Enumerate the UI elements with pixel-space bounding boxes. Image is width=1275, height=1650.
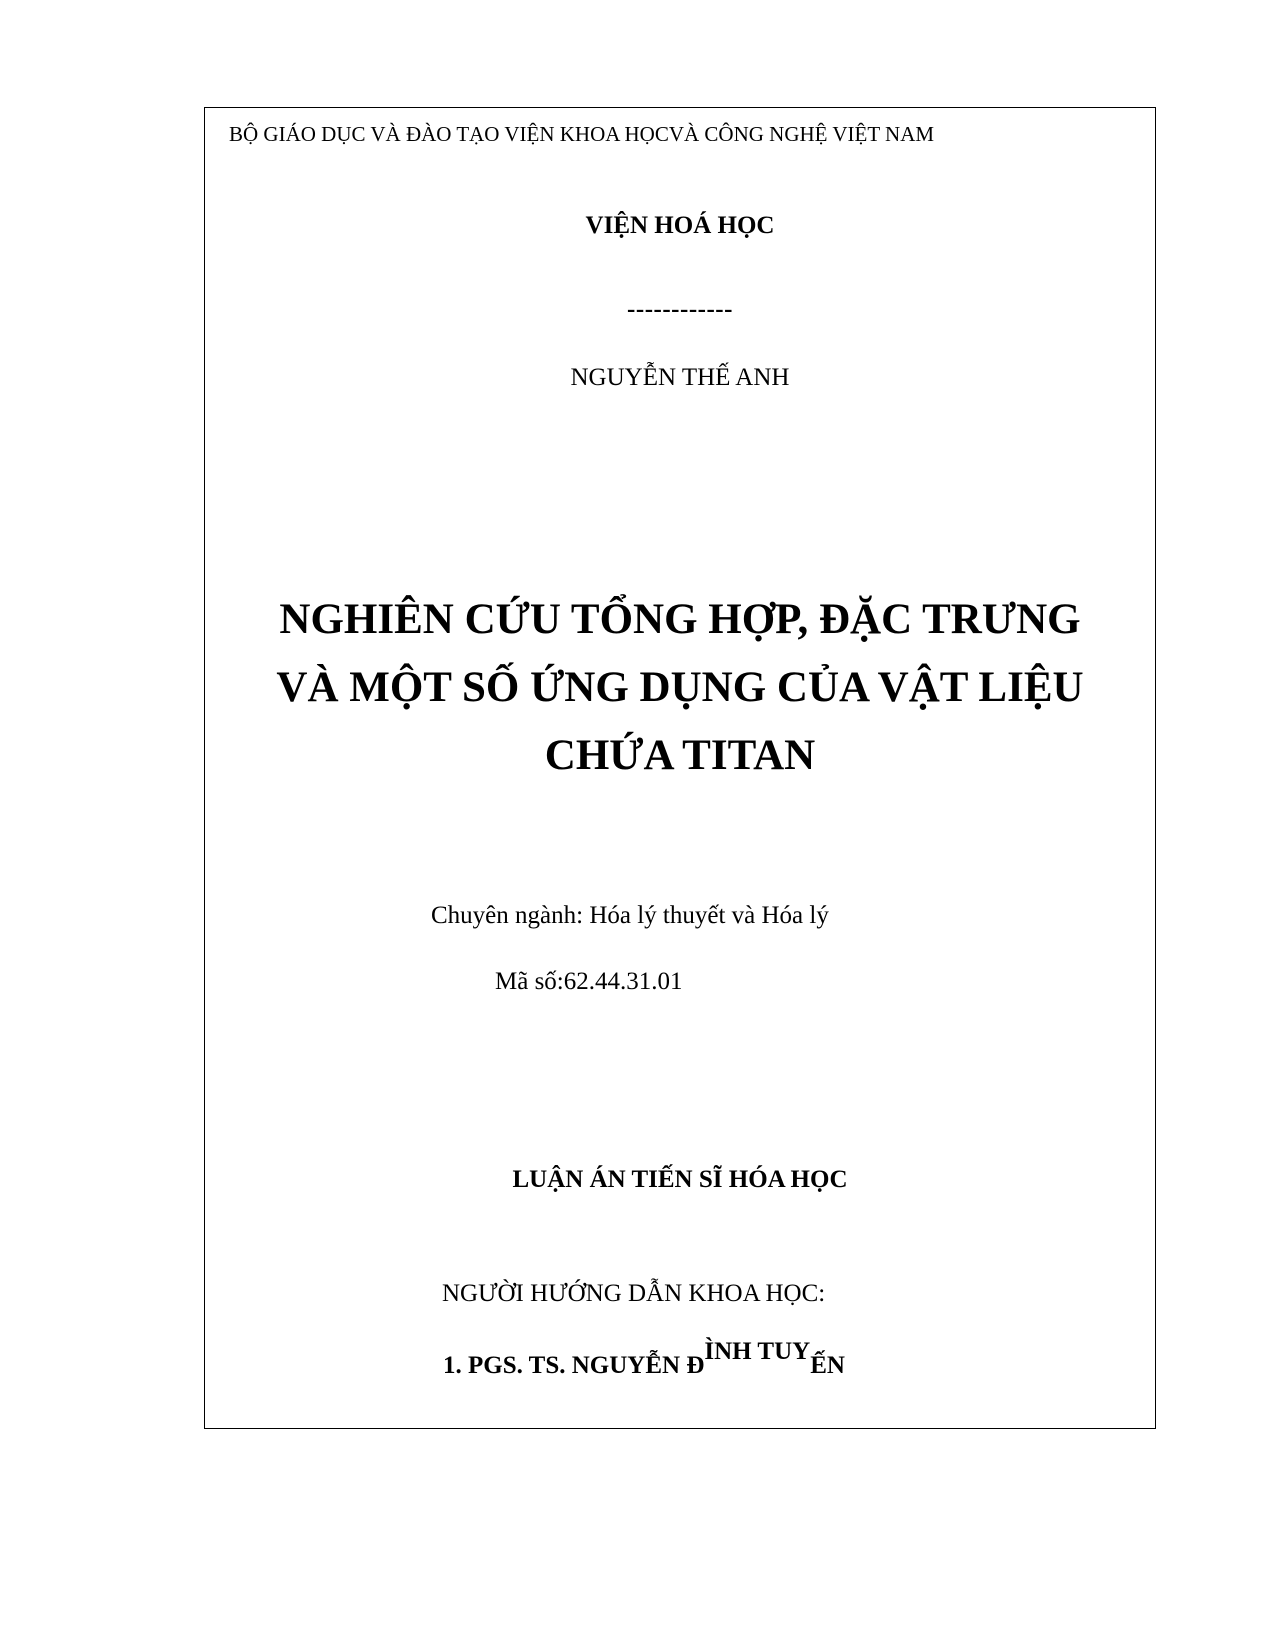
advisor-name-part-1: 1. PGS. TS. NGUYỄN Đ xyxy=(443,1352,705,1379)
thesis-title-line-3: CHỨA TITAN xyxy=(544,732,816,779)
cover-frame xyxy=(204,107,1156,1429)
advisor-name-part-2: ÌNH TUY xyxy=(704,1338,811,1365)
thesis-title xyxy=(205,586,1155,790)
advisor-name-part-3: ẾN xyxy=(810,1352,845,1379)
specialty-code: Mã số:62.44.31.01 xyxy=(495,968,683,995)
thesis-title-line-1: NGHIÊN CỨU TỔNG HỢP, ĐẶC TRƯNG xyxy=(279,596,1081,643)
advisor-label: NGƯỜI HƯỚNG DẪN KHOA HỌC: xyxy=(442,1280,826,1307)
institute-name: VIỆN HOÁ HỌC xyxy=(585,212,775,239)
thesis-title-line-2: VÀ MỘT SỐ ỨNG DỤNG CỦA VẬT LIỆU xyxy=(276,664,1084,711)
advisor-name xyxy=(443,1338,845,1380)
author-name: NGUYỄN THẾ ANH xyxy=(570,364,790,391)
degree-title: LUẬN ÁN TIẾN SĨ HÓA HỌC xyxy=(512,1166,848,1193)
ministry-header: BỘ GIÁO DỤC VÀ ĐÀO TẠO VIỆN KHOA HỌCVÀ CÔNG NGHỆ VIỆT NAM xyxy=(229,122,935,146)
divider-line: ------------ xyxy=(627,296,733,323)
specialty-line: Chuyên ngành: Hóa lý thuyết và Hóa lý xyxy=(431,902,829,929)
